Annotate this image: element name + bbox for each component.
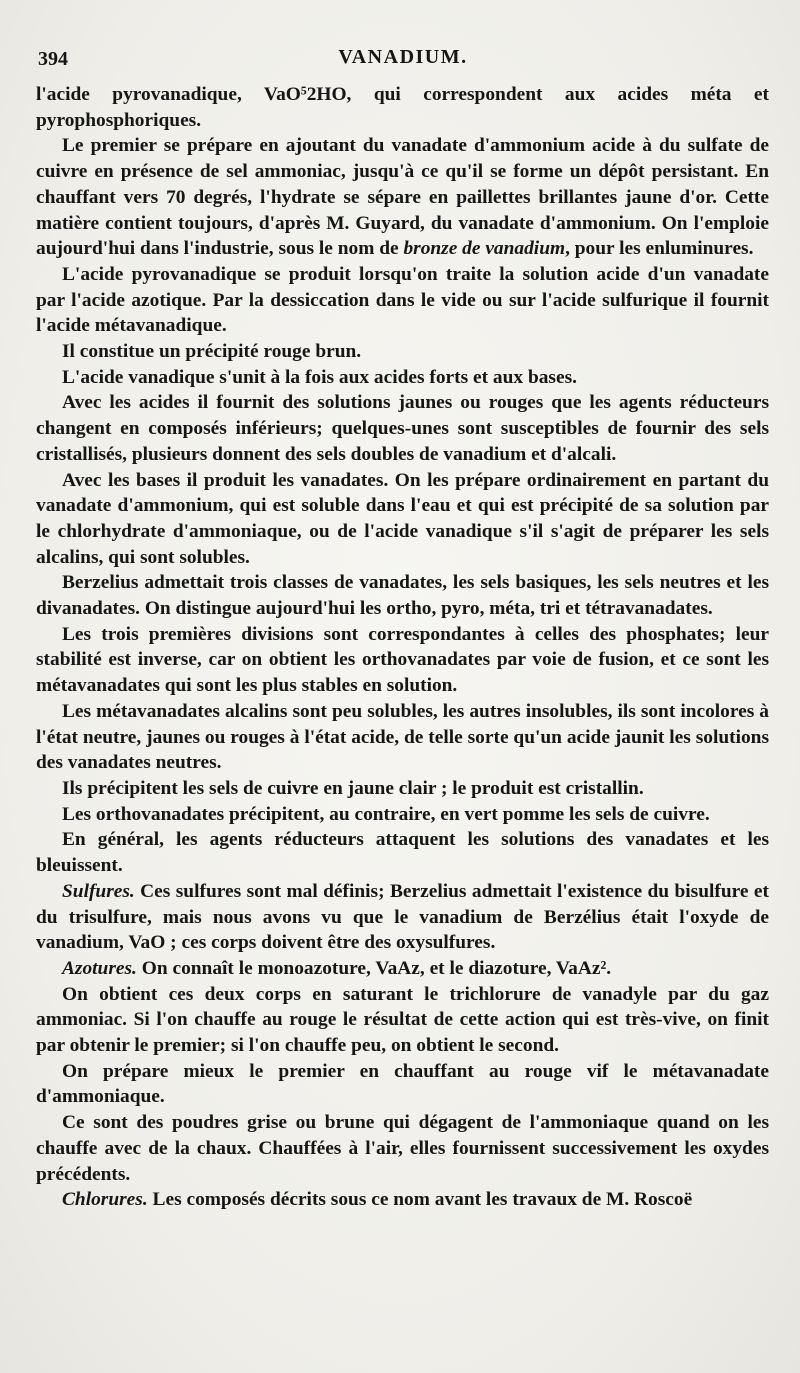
emphasis-term: bronze de vanadium (403, 238, 566, 260)
paragraph: On prépare mieux le premier en chauffant au rouge vif le métavanadate d'ammoniaque. (36, 1060, 769, 1108)
paragraph: l'acide pyrovanadique, VaO⁵2HO, qui correspondent aux acides méta et pyrophosphoriques. (36, 84, 769, 131)
paragraph: Berzelius admettait trois classes de vanadates, les sels basiques, les sels neutres et les divanadates. On distingue aujourd'hui les ortho, pyro, méta, tri et tétravanadates. (36, 572, 769, 620)
paragraph: Azotures. On connaît le monoazoture, VaAz, et le diazoture, VaAz². (62, 957, 612, 979)
paragraph: En général, les agents réducteurs attaquent les solutions des vanadates et les bleuissent. (36, 829, 769, 877)
paragraph: Chlorures. Les composés décrits sous ce nom avant les travaux de M. Roscoë (62, 1189, 693, 1211)
section-label: Sulfures. (62, 880, 135, 902)
paragraph: On obtient ces deux corps en saturant le trichlorure de vanadyle par du gaz ammoniac. Si l'on chauffe au rouge le résultat de cette action qui est très-vive, on finit par obtenir le premier; si l'on chauffe peu, on obtient le second. (36, 983, 769, 1057)
paragraph: Avec les acides il fournit des solutions jaunes ou rouges que les agents réducteurs changent en composés inférieurs; quelques-unes sont susceptibles de fournir des sels cristallisés, plusieurs donnent des sels doubles de vanadium et d'alcali. (36, 392, 769, 465)
paragraph: Avec les bases il produit les vanadates. On les prépare ordinairement en partant du vanadate d'ammonium, qui est soluble dans l'eau et qui est précipité de sa solution par le chlorhydrate d'ammoniaque, ou de l'acide vanadique s'il s'agit de préparer les sels alcalins, qui sont solubles. (36, 469, 769, 568)
paragraph: Les orthovanadates précipitent, au contraire, en vert pomme les sels de cuivre. (62, 803, 710, 825)
section-label: Chlorures. (62, 1189, 148, 1211)
paragraph: Il constitue un précipité rouge brun. (62, 341, 362, 363)
paragraph: Sulfures. Ces sulfures sont mal définis; Berzelius admettait l'existence du bisulfure et du trisulfure, mais nous avons vu que le vanadium de Berzélius était l'oxyde de vanadium, VaO ; ces corps doivent être des oxysulfures. (36, 880, 769, 954)
paragraph: Les trois premières divisions sont correspondantes à celles des phosphates; leur stabilité est inverse, car on obtient les orthovanadates par voie de fusion, et ce sont les métavanadates qui sont les plus stables en solution. (36, 623, 769, 697)
paragraph: Ce sont des poudres grise ou brune qui dégagent de l'ammoniaque quand on les chauffe avec de la chaux. Chauffées à l'air, elles fournissent successivement les oxydes précédents. (36, 1112, 769, 1185)
paragraph: Ils précipitent les sels de cuivre en jaune clair ; le produit est cristallin. (62, 777, 644, 799)
page-number: 394 (38, 48, 68, 70)
paragraph: L'acide pyrovanadique se produit lorsqu'on traite la solution acide d'un vanadate par l'acide azotique. Par la dessiccation dans le vide ou sur l'acide sulfurique il fournit l'acide métavanadique. (36, 263, 769, 337)
section-label: Azotures. (62, 957, 137, 979)
paragraph: L'acide vanadique s'unit à la fois aux acides forts et aux bases. (62, 366, 577, 388)
page-header (38, 44, 768, 76)
body-text (36, 82, 769, 1213)
paragraph: Les métavanadates alcalins sont peu solubles, les autres insolubles, ils sont incolores à l'état neutre, jaunes ou rouges à l'état acide, de telle sorte qu'un acide jaunit les solutions des vanadates neutres. (36, 700, 769, 774)
paragraph: Le premier se prépare en ajoutant du vanadate d'ammonium acide à du sulfate de cuivre en présence de sel ammoniac, jusqu'à ce qu'il se forme un dépôt persistant. En chauffant vers 70 degrés, l'hydrate se sépare en paillettes brillantes jaune d'or. Cette matière contient toujours, d'après M. Guyard, du vanadate d'ammonium. On l'emploie aujourd'hui dans l'industrie, sous le nom de bronze de vanadium, pour les enluminures. (36, 135, 769, 260)
running-title: VANADIUM. (338, 46, 468, 68)
